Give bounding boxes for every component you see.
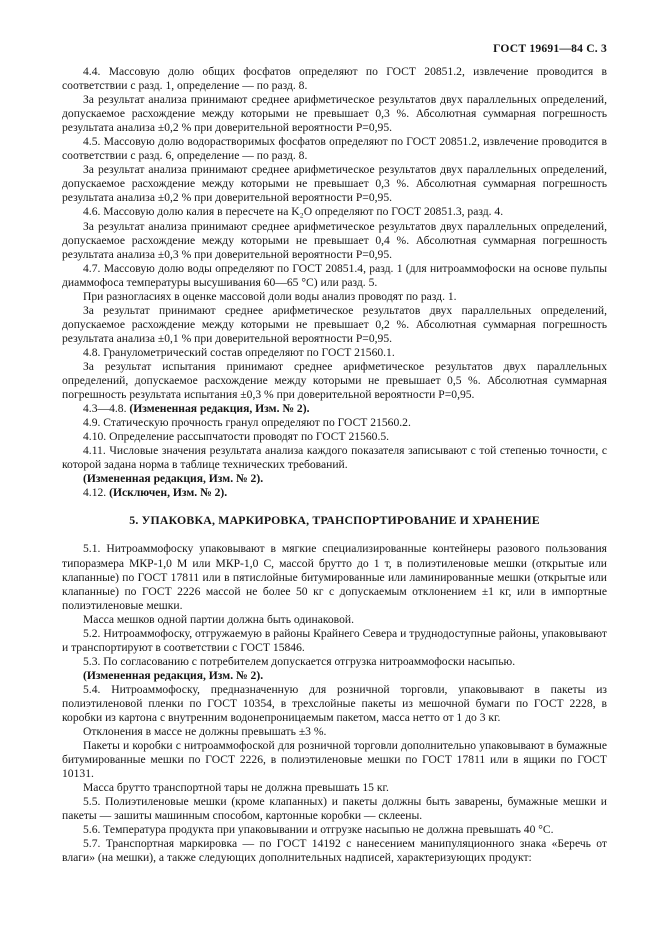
bold-text: (Исключен, Изм. № 2). (109, 486, 228, 500)
paragraph (62, 135, 607, 163)
text-run: 4.8. Гранулометрический состав определяют по ГОСТ 21560.1. (83, 345, 395, 359)
text-run: 5.2. Нитроаммофоску, отгружаемую в районы Крайнего Севера и труднодоступные районы, упаковывают и транспортируют в соответствии с ГОСТ 15846. (62, 626, 607, 654)
text-run: 4.5. Массовую долю водорастворимых фосфатов определяют по ГОСТ 20851.2, извлечение проводится в соответствии с разд. 6, определение — по разд. 8. (62, 135, 607, 163)
paragraph (62, 669, 607, 683)
text-run: 5.1. Нитроаммофоску упаковывают в мягкие специализированные контейнеры разового пользования типоразмера МКР-1,0 М или МКР-1,0 С, массой брутто до 1 т, в полиэтиленовые мешки (открытые или клапанные) по ГОСТ 17811 или в пятислойные битумированные или ламинированные мешки (открытые или клапанные) по ГОСТ 2226 массой не более 50 кг с допускаемым отклонением ±1 кг, или в импортные полиэтиленовые мешки. (62, 542, 607, 612)
text-run: Пакеты и коробки с нитроаммофоской для розничной торговли дополнительно упаковывают в бумажные битумированные мешки по ГОСТ 2226, в полиэтиленовые мешки по ГОСТ 17811 или в ящики по ГОСТ 10131. (62, 739, 607, 781)
text-run: За результат анализа принимают среднее арифметическое результатов двух параллельных определений, допускаемое расхождение между которыми не превышает 0,3 %. Абсолютная суммарная погрешность результата анализа ±0,2 % при доверительной вероятности Р=0,95. (62, 93, 607, 135)
paragraph (62, 444, 607, 472)
paragraph (62, 346, 607, 360)
paragraph (62, 416, 607, 430)
text-run: 5.3. По согласованию с потребителем допускается отгрузка нитроаммофоски насыпью. (83, 654, 516, 668)
text-run: 5.4. Нитроаммофоску, предназначенную для розничной торговли, упаковывают в пакеты из полиэтиленовой пленки по ГОСТ 10354, в трехслойные пакеты из мешочной бумаги по ГОСТ 2228, в коробки из картона с внутренним водонепроницаемым пакетом, масса нетто от 1 до 3 кг. (62, 682, 607, 725)
text-run: 4.6. Массовую долю калия в пересчете на K₂O определяют по ГОСТ 20851.3, разд. 4. (83, 205, 504, 219)
text-run: За результат принимают среднее арифметическое результатов двух параллельных определений, допускаемое расхождение между которыми не превышает 0,2 %. Абсолютная суммарная погрешность результата анализа ±0,1 % при доверительной вероятности Р=0,95. (62, 303, 607, 345)
text-run: За результат испытания принимают среднее арифметическое результатов двух параллельных определений, допускаемое расхождение между которыми не превышает 0,5 %. Абсолютная суммарная погрешность результата испытания ±0,3 % при доверительной вероятности Р=0,95. (62, 359, 607, 402)
paragraph (62, 205, 607, 219)
paragraph (62, 795, 607, 823)
text-run: Отклонения в массе не должны превышать ±3 %. (83, 725, 327, 739)
text-run: Масса мешков одной партии должна быть одинаковой. (83, 612, 354, 626)
text-run: Масса брутто транспортной тары не должна превышать 15 кг. (83, 781, 389, 795)
paragraph (62, 627, 607, 655)
paragraph (62, 402, 607, 416)
paragraph (62, 613, 607, 627)
paragraph (62, 220, 607, 262)
paragraph (62, 360, 607, 402)
paragraph (62, 430, 607, 444)
text-run: 5.6. Температура продукта при упаковывании и отгрузке насыпью не должна превышать 40 °С. (83, 823, 554, 837)
text-run: 4.9. Статическую прочность гранул определяют по ГОСТ 21560.2. (83, 416, 411, 430)
paragraph (62, 781, 607, 795)
text-run: При разногласиях в оценке массовой доли воды анализ проводят по разд. 1. (83, 289, 457, 303)
section-heading (62, 513, 607, 527)
paragraph (62, 262, 607, 290)
paragraph (62, 290, 607, 304)
paragraph (62, 837, 607, 865)
doc-number: ГОСТ 19691—84 С. 3 (493, 42, 607, 55)
text-run: 4.3—4.8. (83, 402, 130, 416)
paragraph (62, 823, 607, 837)
text-run: 4.4. Массовую долю общих фосфатов определяют по ГОСТ 20851.2, извлечение проводится в соответствии с разд. 1, определение — по разд. 8. (62, 65, 607, 93)
bold-text: (Измененная редакция, Изм. № 2). (129, 402, 310, 416)
paragraph (62, 725, 607, 739)
text-run: За результат анализа принимают среднее арифметическое результатов двух параллельных определений, допускаемое расхождение между которыми не превышает 0,4 %. Абсолютная суммарная погрешность результата анализа ±0,3 % при доверительной вероятности Р=0,95. (62, 219, 607, 261)
bold-text: (Измененная редакция, Изм. № 2). (83, 472, 264, 486)
paragraph (62, 683, 607, 725)
paragraph (62, 486, 607, 500)
text-run: 5.7. Транспортная маркировка — по ГОСТ 14192 с нанесением манипуляционного знака «Беречь от влаги» (на мешки), а также следующих дополнительных надписей, характеризующих продукт: (62, 837, 607, 865)
paragraph (62, 542, 607, 612)
paragraph (62, 472, 607, 486)
bold-text: 5. УПАКОВКА, МАРКИРОВКА, ТРАНСПОРТИРОВАНИЕ И ХРАНЕНИЕ (129, 513, 540, 528)
text-run: 4.7. Массовую долю воды определяют по ГОСТ 20851.4, разд. 1 (для нитроаммофоски на основе пульпы диаммофоса температуры высушивания 60—65 °С) или разд. 5. (62, 261, 607, 289)
document-body (62, 65, 607, 866)
paragraph (62, 163, 607, 205)
text-run: 4.10. Определение рассыпчатости проводят по ГОСТ 21560.5. (83, 430, 390, 444)
paragraph (62, 93, 607, 135)
text-run: 5.5. Полиэтиленовые мешки (кроме клапанных) и пакеты должны быть заварены, бумажные мешки и пакеты — зашиты машинным способом, картонные коробки — склеены. (62, 795, 607, 823)
text-run: 4.12. (83, 486, 110, 500)
text-run: 4.11. Числовые значения результата анализа каждого показателя записывают с той степенью точности, с которой задана норма в таблице технических требований. (62, 444, 607, 472)
bold-text: (Измененная редакция, Изм. № 2). (83, 668, 264, 682)
page-header (62, 42, 607, 56)
paragraph (62, 304, 607, 346)
paragraph (62, 655, 607, 669)
text-run: За результат анализа принимают среднее арифметическое результатов двух параллельных определений, допускаемое расхождение между которыми не превышает 0,3 %. Абсолютная суммарная погрешность результата анализа ±0,2 % при доверительной вероятности Р=0,95. (62, 163, 607, 205)
paragraph (62, 739, 607, 781)
paragraph (62, 65, 607, 93)
